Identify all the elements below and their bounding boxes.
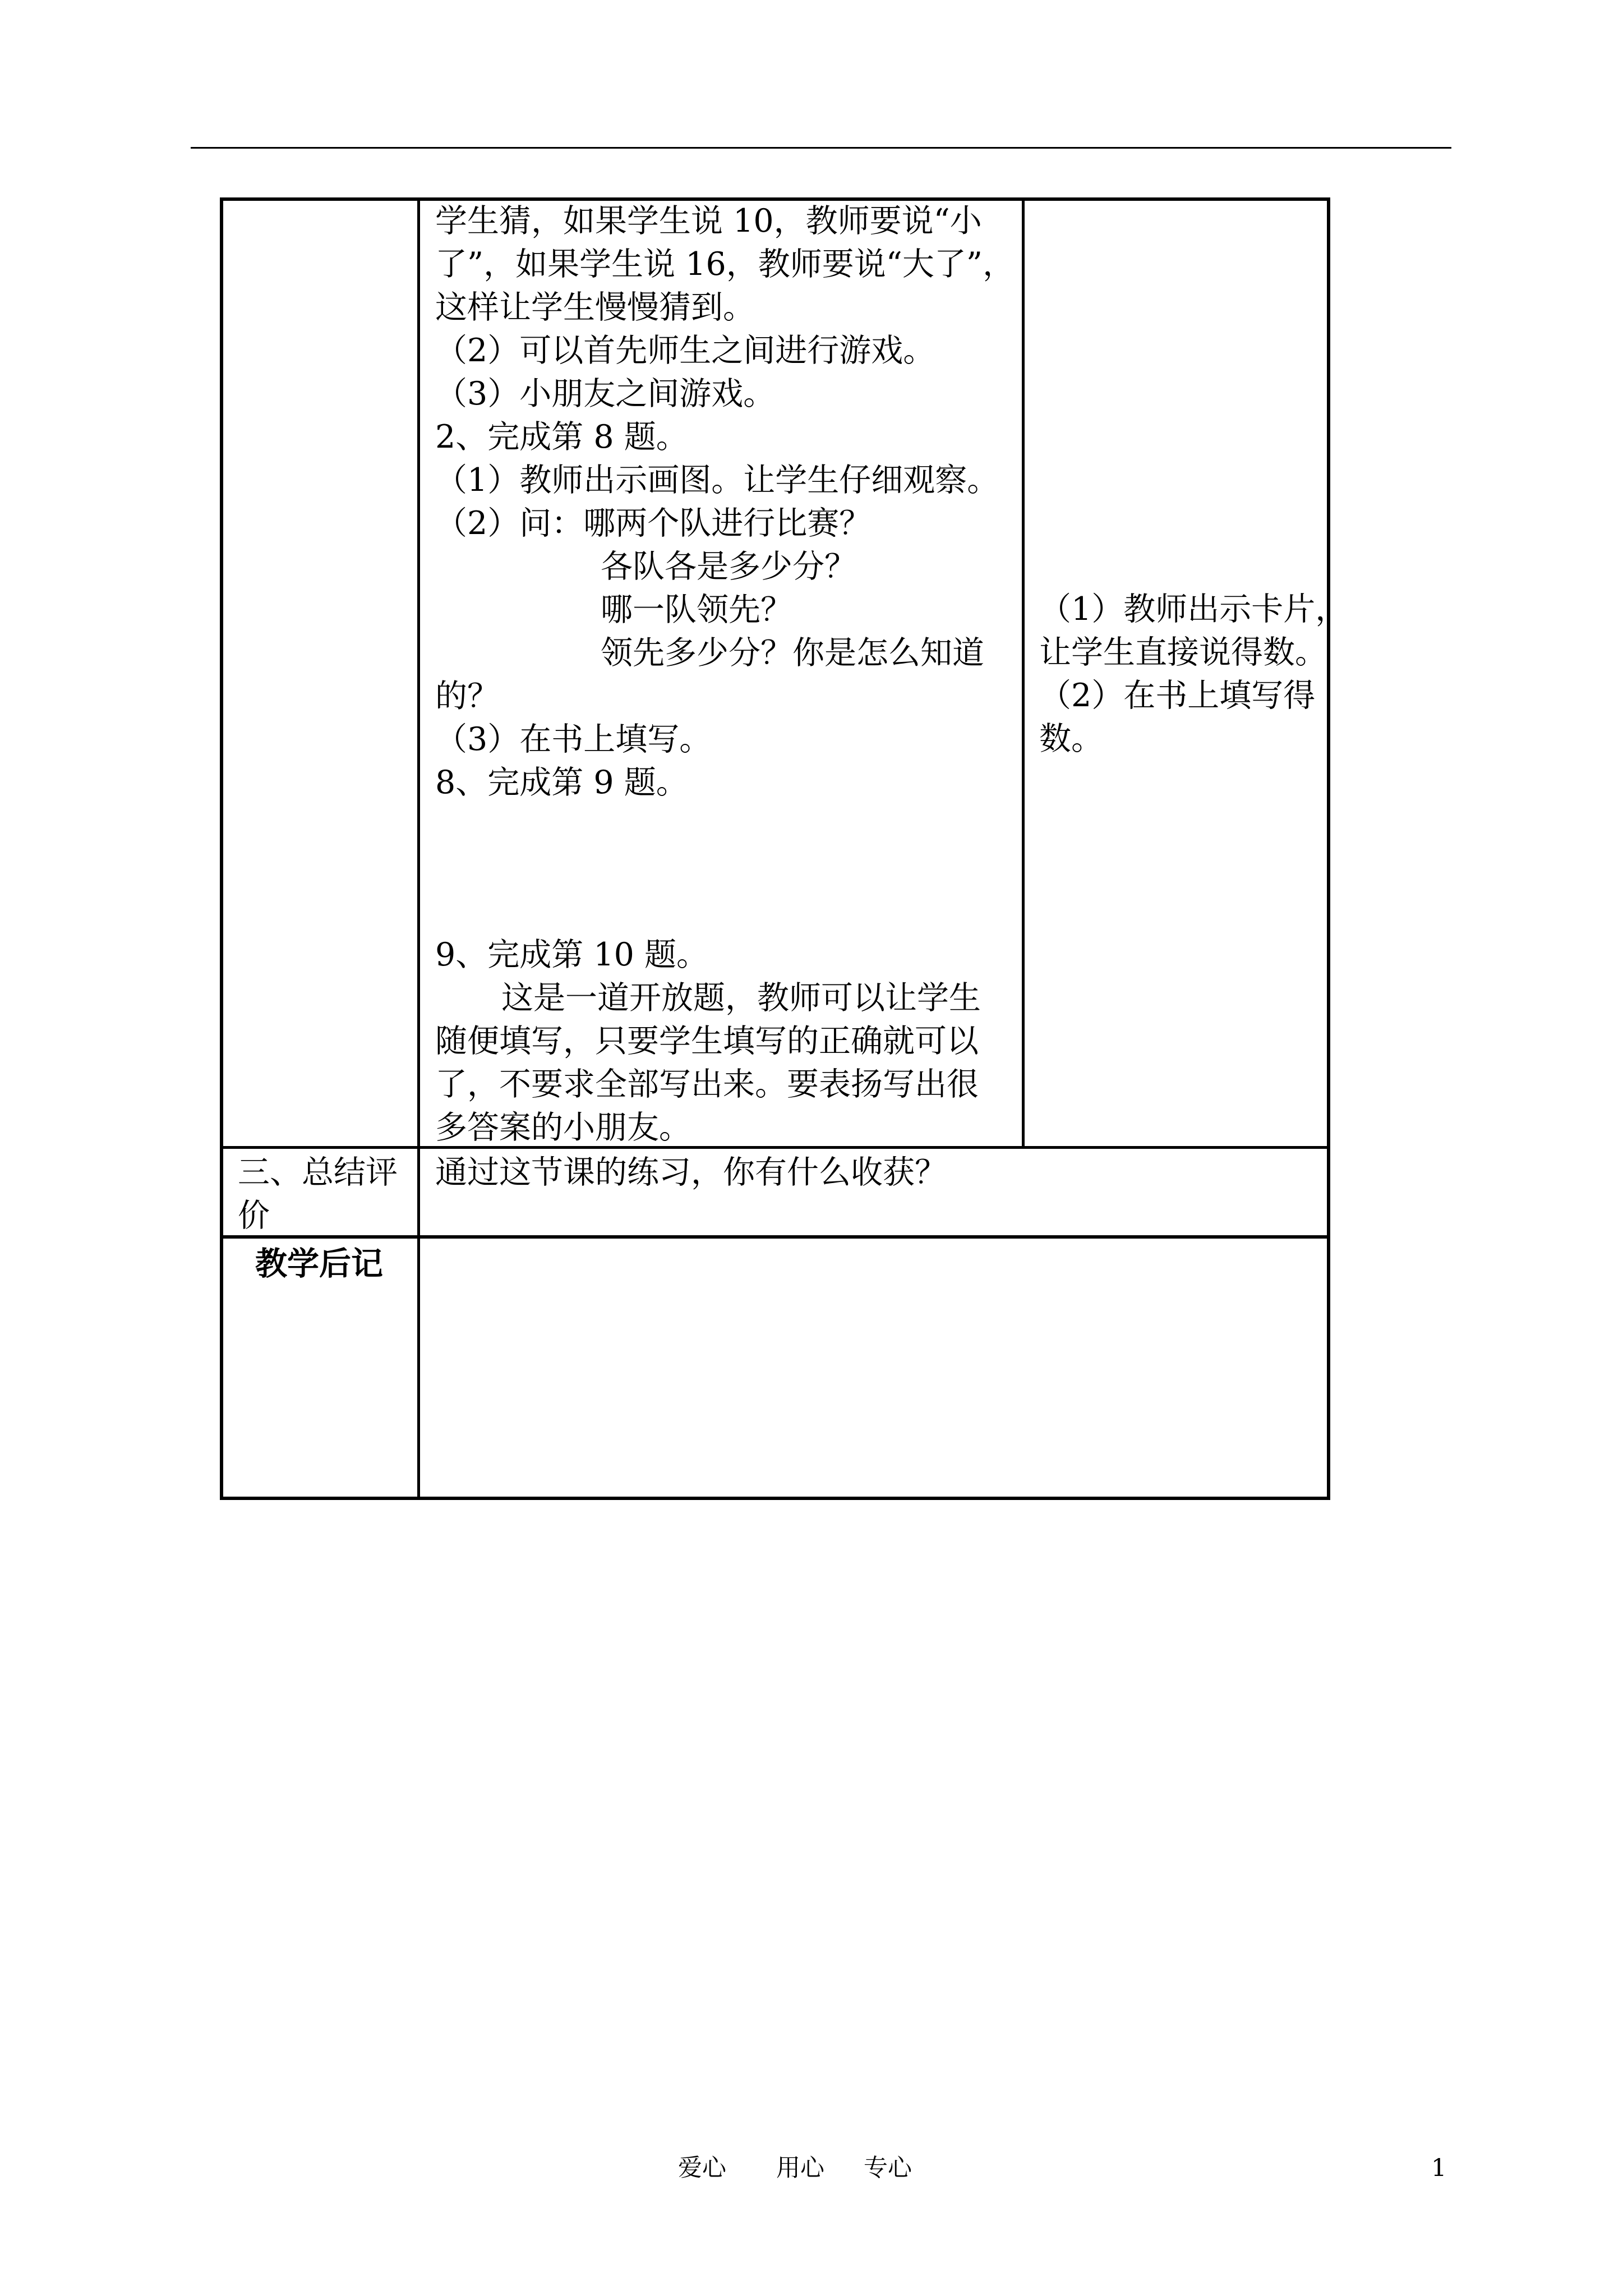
page-number: 1: [1431, 2154, 1447, 2182]
row1-content-cell-continued: [435, 933, 981, 1149]
summary-label-line: 价: [238, 1197, 270, 1234]
content-line: （3）在书上填写。: [435, 721, 712, 758]
content-line: 了”，如果学生说 16，教师要说“大了”，: [435, 246, 1015, 283]
content-line: （3）小朋友之间游戏。: [435, 375, 776, 412]
content-line: 的？: [435, 678, 499, 715]
content-line: 领先多少分？你是怎么知道: [601, 634, 984, 671]
summary-content: 通过这节课的练习，你有什么收获？: [435, 1154, 947, 1191]
notes-line: （1）教师出示卡片，: [1039, 591, 1348, 628]
teaching-notes-label: 教学后记: [255, 1245, 383, 1282]
content-line: 这样让学生慢慢猜到。: [435, 289, 755, 326]
notes-line: （2）在书上填写得: [1039, 677, 1316, 714]
content-line: （1）教师出示画图。让学生仔细观察。: [435, 462, 999, 499]
summary-label-cell: [238, 1151, 398, 1237]
content-line: 随便填写，只要学生填写的正确就可以: [435, 1023, 979, 1060]
content-line: 2、完成第 8 题。: [435, 418, 688, 455]
footer-slogan-3: 专心: [864, 2154, 912, 2182]
content-line: 各队各是多少分？: [601, 548, 856, 585]
content-line: 学生猜，如果学生说 10，教师要说“小: [435, 203, 982, 240]
row1-notes-cell: [1039, 588, 1347, 761]
content-line: 这是一道开放题，教师可以让学生: [501, 979, 981, 1016]
column-divider-1: [417, 197, 420, 1500]
content-line: （2）可以首先师生之间进行游戏。: [435, 332, 935, 369]
notes-line: 数。: [1039, 720, 1103, 757]
footer-slogan-1: 爱心: [678, 2154, 726, 2182]
content-line: 了，不要求全部写出来。要表扬写出很: [435, 1066, 979, 1103]
teaching-notes-label-cell: [255, 1242, 383, 1285]
content-line: （2）问：哪两个队进行比赛？: [435, 505, 872, 542]
content-line: 多答案的小朋友。: [435, 1109, 691, 1146]
content-line: 9、完成第 10 题。: [435, 936, 709, 973]
footer-slogan-2: 用心: [776, 2154, 824, 2182]
row1-content-cell: [435, 200, 1015, 804]
notes-line: 让学生直接说得数。: [1039, 634, 1327, 671]
summary-label-line: 三、总结评: [238, 1154, 398, 1191]
column-divider-2: [1022, 197, 1025, 1148]
header-rule: [191, 147, 1451, 149]
content-line: 哪一队领先？: [601, 591, 792, 628]
summary-content-cell: [435, 1151, 947, 1194]
content-line: 8、完成第 9 题。: [435, 764, 688, 801]
